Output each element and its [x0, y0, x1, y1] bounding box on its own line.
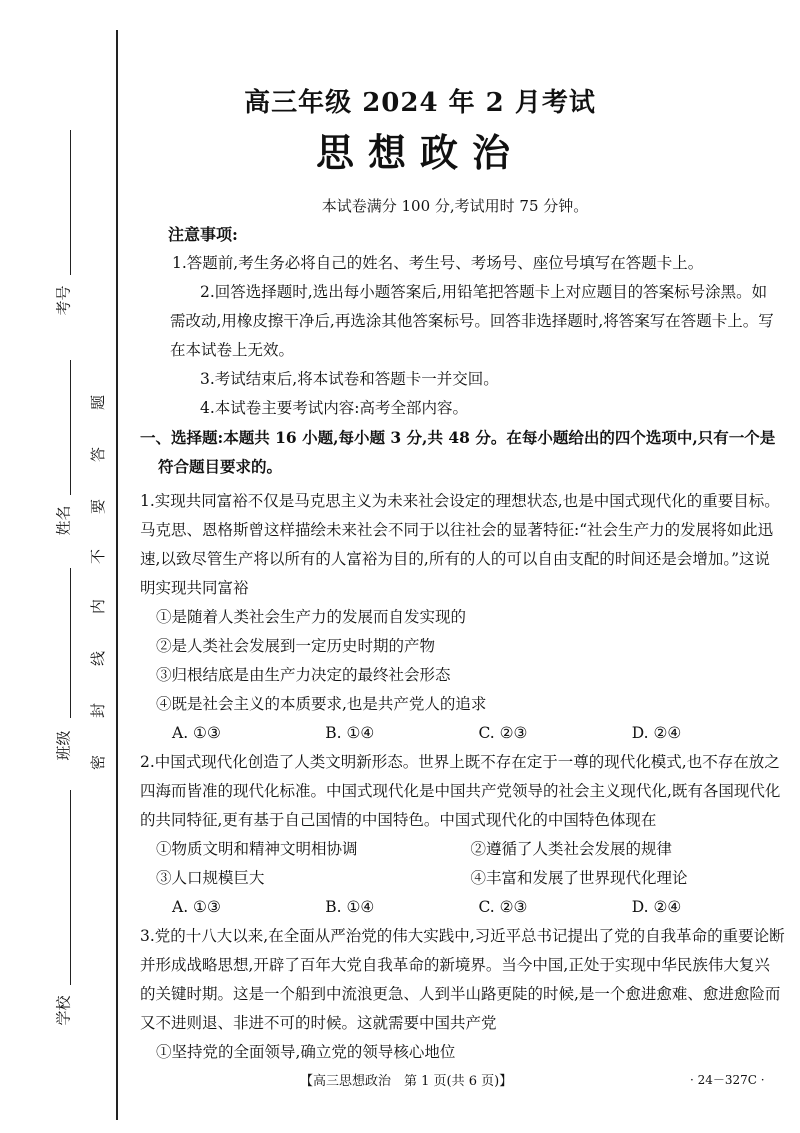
- statement: ④既是社会主义的本质要求,也是共产党人的追求: [156, 695, 487, 713]
- choice-c[interactable]: C. ②③: [478, 898, 528, 916]
- answer-choices: [140, 893, 785, 922]
- seal-char: 要: [89, 498, 108, 515]
- class-line[interactable]: [70, 568, 71, 718]
- answer-choices: [140, 719, 785, 748]
- name-line[interactable]: [70, 360, 71, 495]
- statement: ③归根结底是由生产力决定的最终社会形态: [156, 666, 451, 684]
- choice-b[interactable]: B. ①④: [325, 898, 375, 916]
- page-footer: 【高三思想政治 第 1 页(共 6 页)】: [300, 1074, 513, 1089]
- seal-char: 内: [89, 598, 108, 615]
- choice-a[interactable]: A. ①③: [172, 724, 221, 742]
- statement: ②遵循了人类社会发展的规律: [470, 840, 673, 858]
- seal-char: 线: [89, 650, 108, 667]
- statement: ①是随着人类社会生产力的发展而自发实现的: [156, 608, 467, 626]
- seal-char: 密: [89, 754, 108, 771]
- notice-item: 4.本试卷主要考试内容:高考全部内容。: [200, 399, 469, 417]
- notice-item: 1.答题前,考生务必将自己的姓名、考生号、考场号、座位号填写在答题卡上。: [172, 254, 704, 272]
- name-label: 姓名: [54, 505, 73, 536]
- choice-a[interactable]: A. ①③: [172, 898, 221, 916]
- section-1: [140, 423, 785, 1067]
- question-stem: 3.党的十八大以来,在全面从严治党的伟大实践中,习近平总书记提出了党的自我革命的重要论断并形成战略思想,开辟了百年大党自我革命的新境界。当今中国,正处于实现中华民族伟大复兴的关键时期。这是一个船到中流浪更急、人到半山路更陡的时候,是一个愈进愈难、愈进愈险而又不进则退、非进不可的时候。这就需要中国共产党: [140, 927, 785, 1032]
- choice-b[interactable]: B. ①④: [325, 724, 375, 742]
- exam-number-label: 考号: [54, 285, 73, 316]
- choice-c[interactable]: C. ②③: [478, 724, 528, 742]
- statement: ④丰富和发展了世界现代化理论: [470, 869, 688, 887]
- statement: ①物质文明和精神文明相协调: [156, 840, 358, 858]
- question-stem: 1.实现共同富裕不仅是马克思主义为未来社会设定的理想状态,也是中国式现代化的重要目标。马克思、恩格斯曾这样描绘未来社会不同于以往社会的显著特征:“社会生产力的发展将如此迅速,以致尽管生产将以所有的人富裕为目的,所有的人的可以自由支配的时间还是会增加。”这说明实现共同富裕: [140, 492, 780, 597]
- statement-row: [140, 835, 785, 864]
- seal-char: 封: [89, 702, 108, 719]
- paper-code: · 24－327C ·: [690, 1073, 765, 1087]
- section-title: 一、选择题:本题共 16 小题,每小题 3 分,共 48 分。在每小题给出的四个选项中,只有一个是符合题目要求的。: [140, 428, 776, 476]
- class-label: 班级: [54, 730, 73, 761]
- school-label: 学校: [54, 995, 73, 1026]
- question-stem: 2.中国式现代化创造了人类文明新形态。世界上既不存在定于一尊的现代化模式,也不存在放之四海而皆准的现代化标准。中国式现代化是中国共产党领导的社会主义现代化,既有各国现代化的共同特征,更有基于自己国情的中国特色。中国式现代化的中国特色体现在: [140, 753, 781, 829]
- statement: ①坚持党的全面领导,确立党的领导核心地位: [156, 1043, 456, 1061]
- choice-d[interactable]: D. ②④: [631, 898, 682, 916]
- subject-title: 思想政治: [315, 130, 524, 175]
- choice-d[interactable]: D. ②④: [631, 724, 682, 742]
- notice-item: 2.回答选择题时,选出每小题答案后,用铅笔把答题卡上对应题目的答案标号涂黑。如需改动,用橡皮擦干净后,再选涂其他答案标号。回答非选择题时,将答案写在答题卡上。写在本试卷上无效。: [170, 283, 774, 359]
- notice-block: [142, 220, 782, 423]
- exam-note: 本试卷满分 100 分,考试用时 75 分钟。: [321, 197, 589, 215]
- exam-title: 高三年级 2024 年 2 月考试: [244, 88, 596, 118]
- notice-heading: 注意事项:: [168, 225, 238, 244]
- seal-char: 题: [89, 394, 108, 411]
- statement: ③人口规模巨大: [156, 869, 265, 887]
- notice-item: 3.考试结束后,将本试卷和答题卡一并交回。: [200, 370, 499, 388]
- seal-char: 答: [89, 446, 108, 463]
- statement-row: [140, 864, 785, 893]
- school-line[interactable]: [70, 790, 71, 985]
- statement: ②是人类社会发展到一定历史时期的产物: [156, 637, 436, 655]
- seal-char: 不: [89, 548, 108, 565]
- margin-divider: [116, 30, 118, 1120]
